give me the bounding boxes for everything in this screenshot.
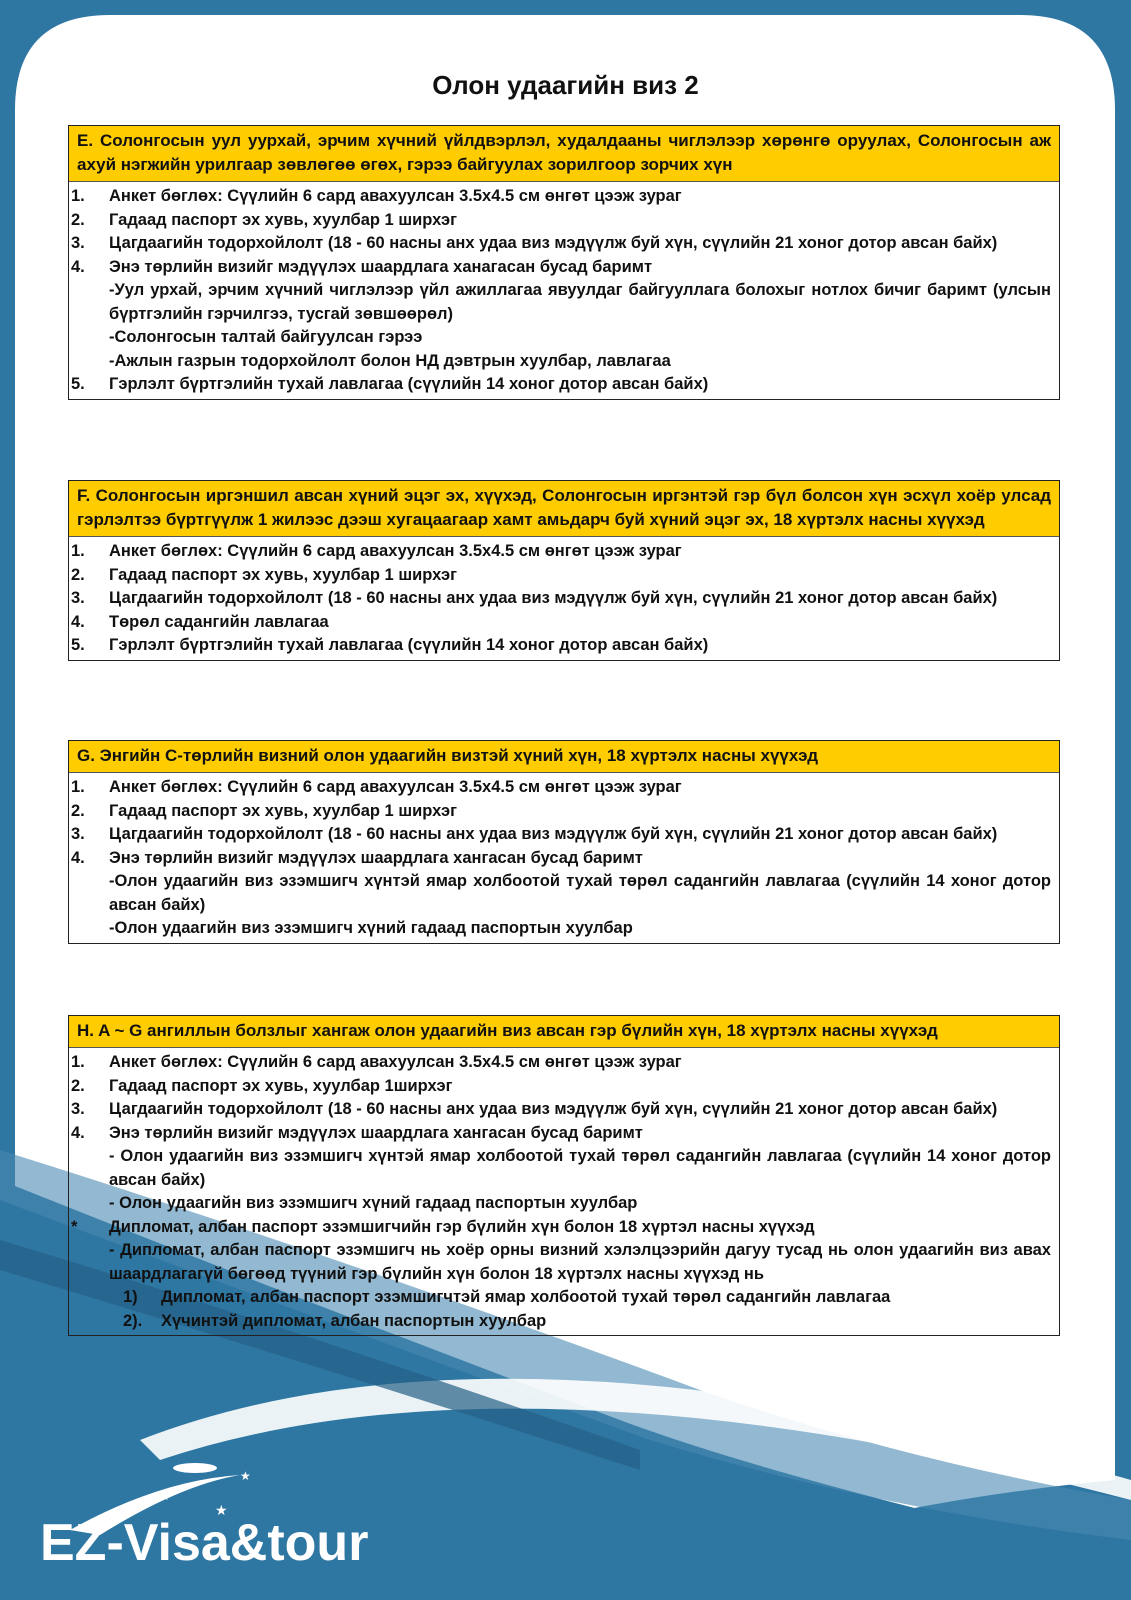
list-item-text: Дипломат, албан паспорт эзэмшигчийн гэр бүлийн хүн болон 18 хүртэл насны хүүхэд bbox=[109, 1217, 815, 1236]
list-item-number: 3. bbox=[71, 589, 85, 607]
list-item-number bbox=[71, 1192, 109, 1216]
list-item-number: 1. bbox=[71, 1053, 85, 1071]
list-item-text: Энэ төрлийн визийг мэдүүлэх шаардлага хангасан бусад баримт bbox=[109, 848, 643, 867]
list-item-text: Анкет бөглөх: Сүүлийн 6 сард авахуулсан 3.5x4.5 см өнгөт цээж зураг bbox=[109, 187, 682, 205]
list-item-text: Цагдаагийн тодорхойлолт (18 - 60 насны анх удаа виз мэдүүлж буй хүн, сүүлийн 21 хоног дотор авсан байх) bbox=[109, 825, 998, 843]
list-item-text: Гадаад паспорт эх хувь, хуулбар 1ширхэг bbox=[109, 1076, 453, 1095]
list-item bbox=[71, 823, 1051, 847]
list-item-text: -Ажлын газрын тодорхойлолт болон НД дэвтрын хуулбар, лавлагаа bbox=[109, 351, 671, 370]
list-item-text: Цагдаагийн тодорхойлолт (18 - 60 насны анх удаа виз мэдүүлж буй хүн, сүүлийн 21 хоног дотор авсан байх) bbox=[109, 1100, 998, 1118]
section-h bbox=[68, 1015, 1060, 1336]
airplane-swoosh-icon bbox=[40, 1460, 440, 1570]
list-item bbox=[71, 1075, 1051, 1099]
list-item-number: 1. bbox=[71, 542, 85, 560]
list-item bbox=[71, 350, 1051, 374]
list-item-number bbox=[71, 279, 109, 326]
list-item-text: Анкет бөглөх: Сүүлийн 6 сард авахуулсан 3.5x4.5 см өнгөт цээж зураг bbox=[109, 1053, 682, 1071]
list-item-number: 3. bbox=[71, 1100, 85, 1118]
list-item-number bbox=[71, 917, 109, 941]
section-g bbox=[68, 740, 1060, 944]
list-item bbox=[71, 870, 1051, 917]
list-item bbox=[71, 1051, 1051, 1075]
list-item-text: - Олон удаагийн виз эзэмшигч хүний гадаад паспортын хуулбар bbox=[109, 1194, 638, 1212]
svg-text:★: ★ bbox=[158, 1487, 171, 1503]
list-item-number: 4. bbox=[71, 1123, 85, 1142]
list-item-number: 4. bbox=[71, 612, 85, 631]
list-item bbox=[71, 326, 1051, 350]
list-item-number: 4. bbox=[71, 257, 85, 276]
requirements-list bbox=[69, 537, 1059, 660]
list-item-number: 1. bbox=[71, 187, 85, 205]
logo-text: EZ-Visa&tour bbox=[40, 1514, 369, 1570]
list-item bbox=[71, 1098, 1051, 1122]
list-item-number: 4. bbox=[71, 848, 85, 867]
list-item bbox=[71, 800, 1051, 824]
list-item-number: 1. bbox=[71, 778, 85, 796]
svg-text:★: ★ bbox=[215, 1502, 228, 1518]
list-item bbox=[71, 256, 1051, 280]
list-item-text: Гэрлэлт бүртгэлийн тухай лавлагаа (сүүлийн 14 хоног дотор авсан байх) bbox=[109, 375, 709, 393]
list-item bbox=[71, 1216, 1051, 1240]
list-item-text: Энэ төрлийн визийг мэдүүлэх шаардлага хангасан бусад баримт bbox=[109, 1123, 643, 1142]
section-heading: F. Солонгосын иргэншил авсан хүний эцэг эх, хүүхэд, Солонгосын иргэнтэй гэр бүл болсон хүн эсхүл хоёр улсад гэрлэлтээ бүртгүүлж 1 жилээс дээш хугацаагаар хамт амьдарч буй хүний эцэг эх, 18 хүртэлх насны хүүхэд bbox=[69, 481, 1059, 537]
list-item bbox=[71, 209, 1051, 233]
list-item bbox=[71, 1122, 1051, 1146]
list-item bbox=[71, 634, 1051, 658]
list-item-text: Анкет бөглөх: Сүүлийн 6 сард авахуулсан 3.5x4.5 см өнгөт цээж зураг bbox=[109, 542, 682, 560]
requirements-list bbox=[69, 182, 1059, 399]
list-item-number: 3. bbox=[71, 825, 85, 843]
ez-visa-tour-logo bbox=[40, 1460, 440, 1575]
list-item bbox=[71, 540, 1051, 564]
list-item-text: -Олон удаагийн виз эзэмшигч хүнтэй ямар холбоотой тухай төрөл садангийн лавлагаа (сүүлийн 14 хоног дотор авсан байх) bbox=[109, 872, 1051, 914]
list-item-number bbox=[71, 870, 109, 917]
list-item bbox=[71, 1239, 1051, 1286]
svg-text:★: ★ bbox=[240, 1469, 251, 1483]
list-item bbox=[71, 1286, 1051, 1310]
list-item-text: Дипломат, албан паспорт эзэмшигчтэй ямар холбоотой тухай төрөл садангийн лавлагаа bbox=[161, 1288, 891, 1306]
list-item-text: Гадаад паспорт эх хувь, хуулбар 1 ширхэг bbox=[109, 210, 458, 229]
list-item bbox=[71, 279, 1051, 326]
section-heading: E. Солонгосын уул уурхай, эрчим хүчний үйлдвэрлэл, худалдааны чиглэлээр хөрөнгө оруулах, Солонгосын аж ахуй нэгжийн урилгаар зөвлөгөө өгөх, гэрээ байгуулах зорилгоор зорчих хүн bbox=[69, 126, 1059, 182]
list-item-number: 5. bbox=[71, 636, 85, 654]
list-item-number bbox=[71, 326, 109, 350]
list-item-text: - Дипломат, албан паспорт эзэмшигч нь хоёр орны визний хэлэлцээрийн дагуу тусад нь олон удаагийн виз авах шаардлагагүй бөгөөд түүний гэр бүлийн хүн болон 18 хүртэлх насны хүүхэд нь bbox=[109, 1241, 1051, 1283]
list-item-text: Анкет бөглөх: Сүүлийн 6 сард авахуулсан 3.5x4.5 см өнгөт цээж зураг bbox=[109, 778, 682, 796]
list-item-text: Төрөл садангийн лавлагаа bbox=[109, 612, 329, 631]
list-item-text: Гадаад паспорт эх хувь, хуулбар 1 ширхэг bbox=[109, 801, 458, 820]
list-item-text: Энэ төрлийн визийг мэдүүлэх шаардлага ханагасан бусад баримт bbox=[109, 257, 653, 276]
list-item-number: * bbox=[71, 1217, 78, 1236]
section-heading: H. A ~ G ангиллын болзлыг хангаж олон удаагийн виз авсан гэр бүлийн хүн, 18 хүртэлх насны хүүхэд bbox=[69, 1016, 1059, 1048]
list-item bbox=[71, 611, 1051, 635]
list-item-number: 1) bbox=[123, 1288, 138, 1306]
list-item bbox=[71, 185, 1051, 209]
list-item-number bbox=[71, 1239, 109, 1286]
list-item-text: Цагдаагийн тодорхойлолт (18 - 60 насны анх удаа виз мэдүүлж буй хүн, сүүлийн 21 хоног дотор авсан байх) bbox=[109, 234, 998, 252]
list-item-text: -Олон удаагийн виз эзэмшигч хүний гадаад паспортын хуулбар bbox=[109, 919, 633, 937]
list-item-number: 2. bbox=[71, 1076, 85, 1095]
list-item-text: Цагдаагийн тодорхойлолт (18 - 60 насны анх удаа виз мэдүүлж буй хүн, сүүлийн 21 хоног дотор авсан байх) bbox=[109, 589, 998, 607]
section-e bbox=[68, 125, 1060, 400]
list-item-number: 2. bbox=[71, 210, 85, 229]
list-item bbox=[71, 373, 1051, 397]
list-item-text: Гадаад паспорт эх хувь, хуулбар 1 ширхэг bbox=[109, 565, 458, 584]
list-item bbox=[71, 776, 1051, 800]
list-item-number: 2. bbox=[71, 565, 85, 584]
list-item-number: 2). bbox=[123, 1311, 143, 1330]
list-item-number bbox=[71, 1145, 109, 1192]
requirements-list bbox=[69, 1048, 1059, 1335]
list-item bbox=[71, 917, 1051, 941]
list-item-text: -Уул урхай, эрчим хүчний чиглэлээр үйл ажиллагаа явуулдаг байгууллага болохыг нотлох бичиг баримт (улсын бүртгэлийн гэрчилгээ, тусгай зөвшөөрөл) bbox=[109, 281, 1051, 323]
list-item bbox=[71, 232, 1051, 256]
list-item bbox=[71, 1192, 1051, 1216]
list-item bbox=[71, 847, 1051, 871]
list-item-number: 3. bbox=[71, 234, 85, 252]
list-item-text: -Солонгосын талтай байгуулсан гэрээ bbox=[109, 328, 423, 346]
section-f bbox=[68, 480, 1060, 661]
list-item-number: 2. bbox=[71, 801, 85, 820]
page-title: Олон удаагийн виз 2 bbox=[432, 70, 699, 100]
list-item bbox=[71, 1145, 1051, 1192]
list-item bbox=[71, 564, 1051, 588]
list-item-text: Гэрлэлт бүртгэлийн тухай лавлагаа (сүүлийн 14 хоног дотор авсан байх) bbox=[109, 636, 709, 654]
list-item bbox=[71, 587, 1051, 611]
requirements-list bbox=[69, 773, 1059, 943]
list-item bbox=[71, 1310, 1051, 1334]
list-item-number: 5. bbox=[71, 375, 85, 393]
list-item-number bbox=[71, 350, 109, 374]
section-heading: G. Энгийн С-төрлийн визний олон удаагийн визтэй хүний хүн, 18 хүртэлх насны хүүхэд bbox=[69, 741, 1059, 773]
list-item-text: Хүчинтэй дипломат, албан паспортын хуулбар bbox=[161, 1311, 547, 1330]
list-item-text: - Олон удаагийн виз эзэмшигч хүнтэй ямар холбоотой тухай төрөл садангийн лавлагаа (сүүлийн 14 хоног дотор авсан байх) bbox=[109, 1147, 1051, 1189]
